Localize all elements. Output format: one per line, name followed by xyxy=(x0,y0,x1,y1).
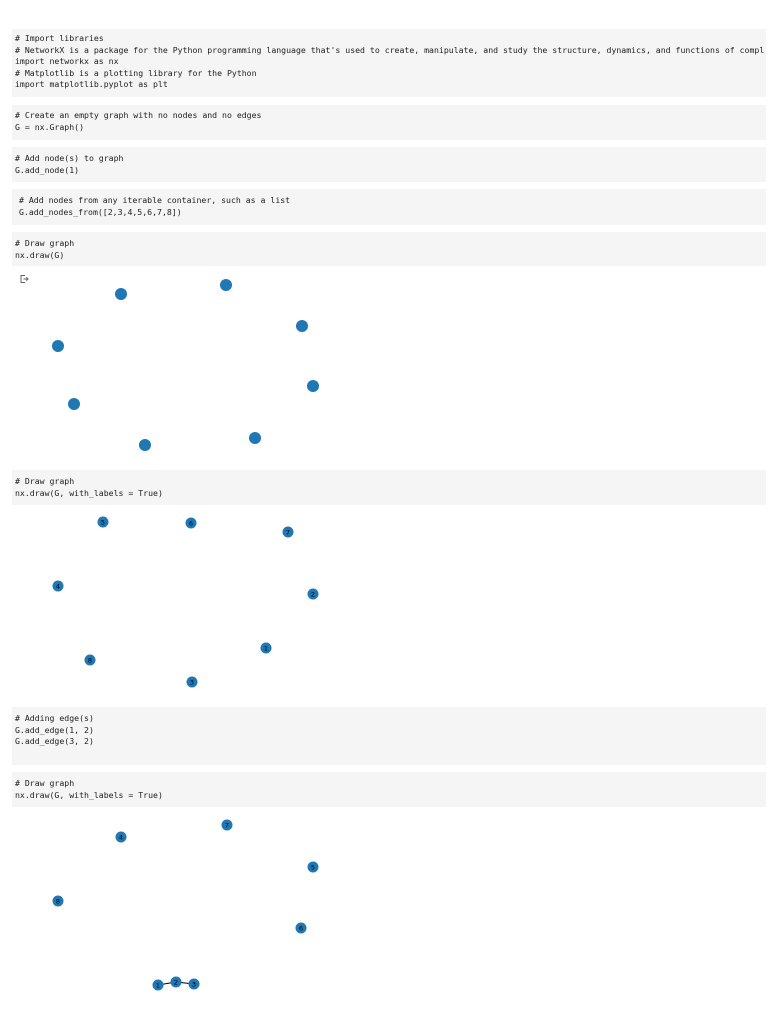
code-line: # Add nodes from any iterable container, such as a list xyxy=(19,195,291,205)
graph-output-unlabeled xyxy=(0,270,768,470)
code-line: # Add node(s) to graph xyxy=(15,153,124,163)
graph-node-label-3: 3 xyxy=(191,980,197,989)
code-line: # Matplotlib is a plotting library for the Python xyxy=(15,67,257,78)
code-cell-create-graph[interactable] xyxy=(12,105,766,140)
code-line: # Adding edge(s) xyxy=(15,713,94,723)
graph-node-label-5: 5 xyxy=(100,518,106,527)
code-cell-add-nodes-from[interactable] xyxy=(12,189,766,225)
graph-node-1 xyxy=(115,288,127,300)
code-cell-draw-2[interactable] xyxy=(12,470,766,505)
graph-node-label-4: 4 xyxy=(55,582,61,591)
graph-node-label-1: 1 xyxy=(263,644,269,653)
code-line: # Draw graph xyxy=(15,476,75,486)
code-cell-draw-3[interactable] xyxy=(12,772,766,807)
code-line: nx.draw(G) xyxy=(15,249,65,260)
graph-node-label-8: 8 xyxy=(87,656,93,665)
code-cell-add-node[interactable] xyxy=(12,147,766,182)
code-line: # Draw graph xyxy=(15,238,75,248)
graph-node-label-6: 6 xyxy=(298,924,304,933)
code-line: G.add_nodes_from([2,3,4,5,6,7,8]) xyxy=(19,206,182,217)
code-line: G = nx.Graph() xyxy=(15,121,85,132)
graph-output-with-edges xyxy=(0,808,768,1023)
code-line: # Import libraries xyxy=(15,33,104,43)
code-line: # Draw graph xyxy=(15,778,75,788)
graph-node-label-7: 7 xyxy=(224,821,230,830)
graph-node-5 xyxy=(307,380,319,392)
graph-node-label-5: 5 xyxy=(310,863,316,872)
graph-node-label-4: 4 xyxy=(118,833,124,842)
code-line: G.add_edge(3, 2) xyxy=(15,736,94,747)
code-line: nx.draw(G, with_labels = True) xyxy=(15,789,163,800)
graph-node-label-7: 7 xyxy=(285,528,291,537)
graph-node-8 xyxy=(249,432,261,444)
graph-node-4 xyxy=(52,340,64,352)
graph-node-6 xyxy=(68,398,80,410)
code-line: # Create an empty graph with no nodes and no edges xyxy=(15,110,262,120)
code-cell-add-edge[interactable] xyxy=(12,707,766,765)
code-line: G.add_node(1) xyxy=(15,164,80,175)
graph-node-label-1: 1 xyxy=(155,981,161,990)
code-line: import matplotlib.pyplot as plt xyxy=(15,79,168,90)
code-cell-draw-1[interactable] xyxy=(12,232,766,266)
graph-node-label-3: 3 xyxy=(189,678,195,687)
graph-node-3 xyxy=(296,320,308,332)
graph-node-label-2: 2 xyxy=(173,978,179,987)
code-line: nx.draw(G, with_labels = True) xyxy=(15,487,163,498)
graph-output-labeled xyxy=(0,505,768,705)
graph-node-label-8: 8 xyxy=(55,897,61,906)
graph-node-7 xyxy=(139,439,151,451)
graph-node-label-2: 2 xyxy=(310,590,316,599)
code-line: # NetworkX is a package for the Python programming language that's used to create, manipulate, and study the structure, dynamics, and functions of compl xyxy=(15,44,765,55)
code-line: import networkx as nx xyxy=(15,56,119,67)
code-line: G.add_edge(1, 2) xyxy=(15,724,94,735)
code-cell-import[interactable] xyxy=(12,29,766,97)
graph-node-label-6: 6 xyxy=(188,519,194,528)
graph-node-2 xyxy=(220,279,232,291)
